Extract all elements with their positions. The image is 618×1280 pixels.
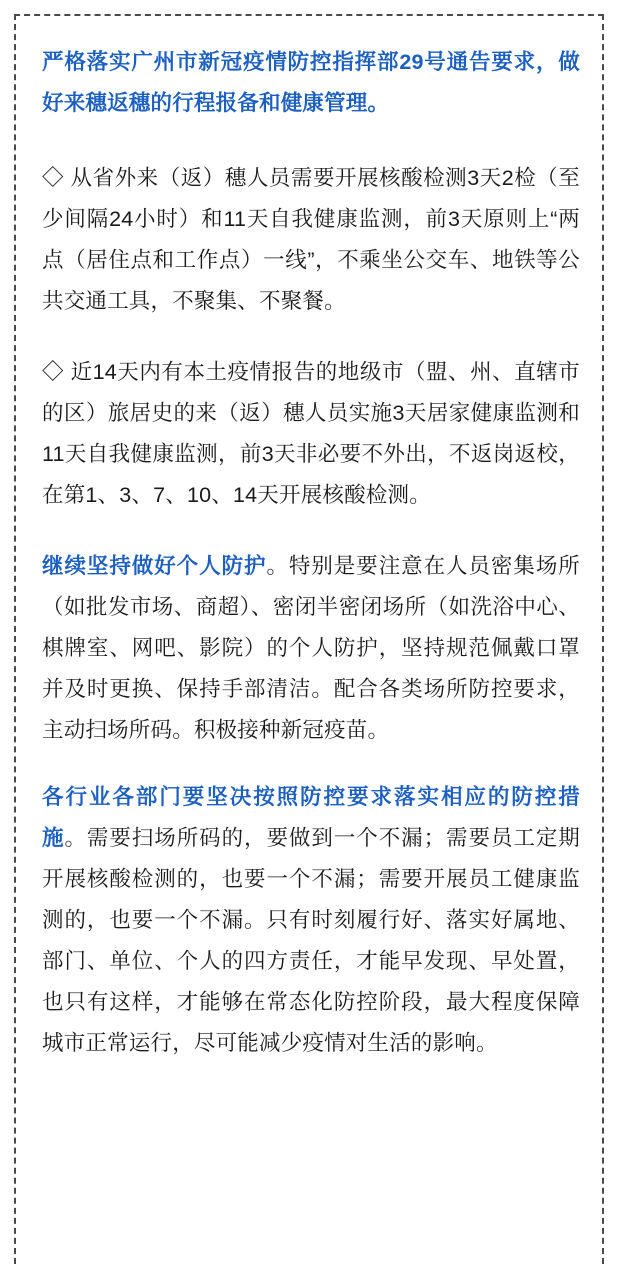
dashed-border-frame: [14, 14, 604, 1264]
personal-protection-body: 。特别是要注意在人员密集场所（如批发市场、商超）、密闭半密闭场所（如洗浴中心、棋牌室、网吧、影院）的个人防护，坚持规范佩戴口罩并及时更换、保持手部清洁。配合各类场所防控要求，主动扫场所码。积极接种新冠疫苗。: [42, 554, 580, 742]
industry-departments-lead: 各行业各部门要坚决按照防控要求落实相应的防控措施: [42, 785, 580, 850]
paragraph-heading-notice: [42, 42, 580, 124]
paragraph-industry-departments: [42, 777, 580, 1064]
industry-departments-body: 。需要扫场所码的，要做到一个不漏；需要员工定期开展核酸检测的，也要一个不漏；需要开展员工健康监测的，也要一个不漏。只有时刻履行好、落实好属地、部门、单位、个人的四方责任，才能早发现、早处置，也只有这样，才能够在常态化防控阶段，最大程度保障城市正常运行，尽可能减少疫情对生活的影响。: [42, 826, 580, 1055]
bullet-outside-province-text: ◇ 从省外来（返）穗人员需要开展核酸检测3天2检（至少间隔24小时）和11天自我健康监测，前3天原则上“两点（居住点和工作点）一线”，不乘坐公交车、地铁等公共交通工具，不聚集、不聚餐。: [42, 166, 580, 313]
personal-protection-lead: 继续坚持做好个人防护: [42, 554, 267, 578]
notice-heading-text: 严格落实广州市新冠疫情防控指挥部29号通告要求，做好来穗返穗的行程报备和健康管理。: [42, 50, 580, 115]
bottom-cutoff-mask: [16, 1236, 602, 1264]
paragraph-bullet-14-days: [42, 352, 580, 516]
bullet-14-days-text: ◇ 近14天内有本土疫情报告的地级市（盟、州、直辖市的区）旅居史的来（返）穗人员实施3天居家健康监测和11天自我健康监测，前3天非必要不外出，不返岗返校，在第1、3、7、10、14天开展核酸检测。: [42, 360, 580, 507]
paragraph-personal-protection: [42, 546, 580, 751]
paragraph-bullet-outside-province: [42, 158, 580, 322]
